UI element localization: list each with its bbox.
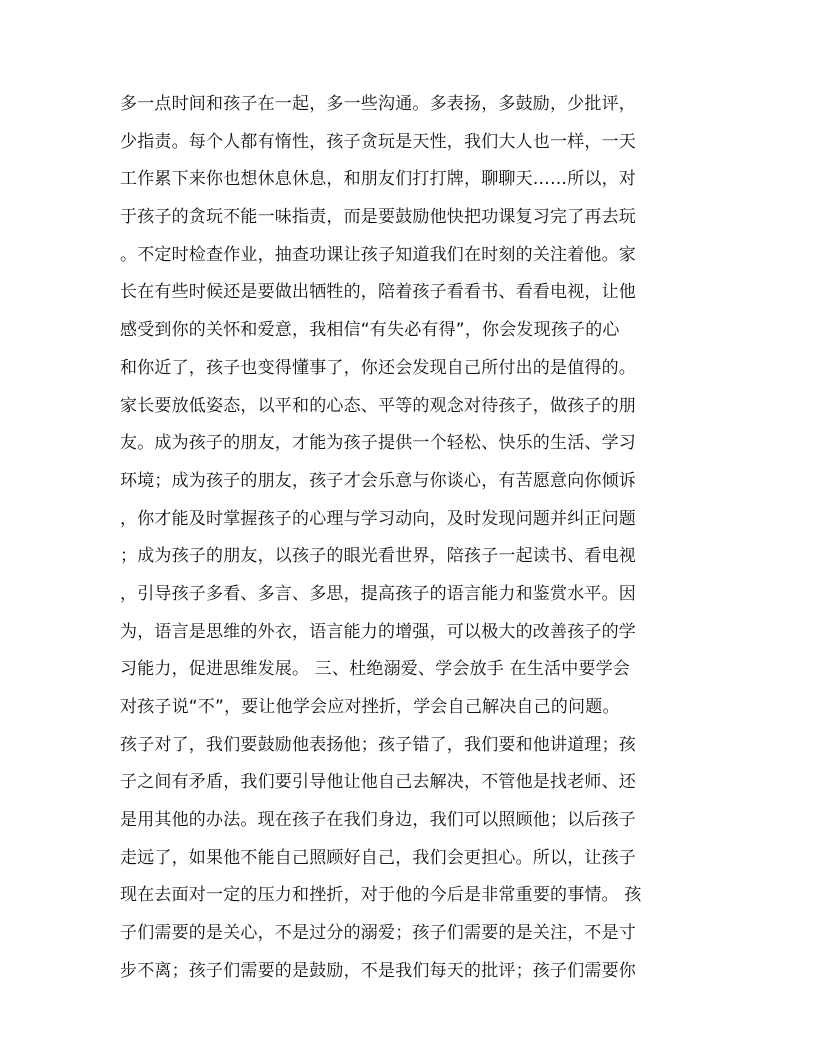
text-line: 友。成为孩子的朋友，才能为孩子提供一个轻松、快乐的生活、学习 [120,433,636,454]
text-line: 多一点时间和孩子在一起，多一些沟通。多表扬，多鼓励，少批评， [120,94,636,114]
text-line: 感受到你的关怀和爱意，我相信“有失必有得”，你会发现孩子的心 [120,320,620,341]
body-text [120,86,700,991]
text-line: ；成为孩子的朋友，以孩子的眼光看世界，陪孩子一起读书、看电视 [120,546,636,567]
text-line: 家长要放低姿态，以平和的心态、平等的观念对待孩子，做孩子的朋 [120,395,636,416]
text-line: 走远了，如果他不能自己照顾好自己，我们会更担心。所以，让孩子 [120,847,636,868]
text-line: 和你近了，孩子也变得懂事了，你还会发现自己所付出的是值得的。 [120,357,636,378]
text-line: ，引导孩子多看、多言、多思，提高孩子的语言能力和鉴赏水平。因 [120,583,636,604]
text-line: 是用其他的办法。现在孩子在我们身边，我们可以照顾他；以后孩子 [120,810,636,831]
text-line: 子之间有矛盾，我们要引导他让他自己去解决，不管他是找老师、还 [120,772,636,793]
text-line: 习能力，促进思维发展。 三、杜绝溺爱、学会放手 在生活中要学会 [120,659,631,680]
text-line: ，你才能及时掌握孩子的心理与学习动向，及时发现问题并纠正问题 [120,508,636,529]
text-line: 步不离；孩子们需要的是鼓励，不是我们每天的批评；孩子们需要你 [120,960,636,981]
text-line: 对孩子说“不”，要让他学会应对挫折，学会自己解决自己的问题。 [120,697,620,717]
text-line: 于孩子的贪玩不能一味指责，而是要鼓励他快把功课复习完了再去玩 [120,207,636,228]
text-line: 现在去面对一定的压力和挫折，对于他的今后是非常重要的事情。 孩 [120,885,642,906]
text-line: 环境；成为孩子的朋友，孩子才会乐意与你谈心，有苦愿意向你倾诉 [120,470,636,491]
text-line: 为，语言是思维的外衣，语言能力的增强，可以极大的改善孩子的学 [120,621,636,642]
text-line: 长在有些时候还是要做出牺牲的，陪着孩子看看书、看看电视，让他 [120,282,636,303]
text-line: 。不定时检查作业，抽查功课让孩子知道我们在时刻的关注着他。家 [120,244,636,265]
text-line: 工作累下来你也想休息休息，和朋友们打打牌，聊聊天……所以，对 [120,169,636,190]
text-line: 子们需要的是关心，不是过分的溺爱；孩子们需要的是关注，不是寸 [120,923,636,944]
text-line: 少指责。每个人都有惰性，孩子贪玩是天性，我们大人也一样，一天 [120,131,636,152]
text-line: 孩子对了，我们要鼓励他表扬他；孩子错了，我们要和他讲道理；孩 [120,734,636,755]
